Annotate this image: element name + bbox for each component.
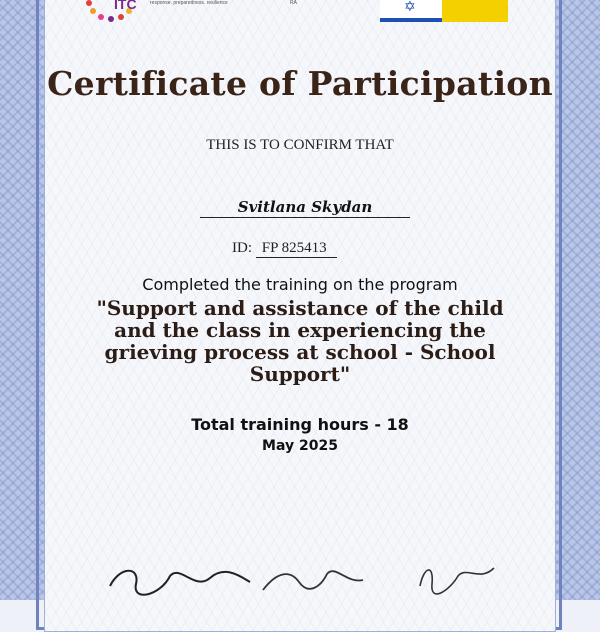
participant-name: Svitlana Skydan — [200, 198, 410, 218]
id-value: FP 825413 — [256, 240, 337, 258]
certificate-date: May 2025 — [262, 438, 338, 454]
signature-icon — [255, 556, 375, 600]
ukraine-flag-icon — [442, 0, 508, 22]
training-hours: Total training hours - 18 — [191, 415, 409, 434]
certificate-title: Certificate of Participation — [47, 64, 553, 103]
logo-text: ITC — [114, 0, 137, 12]
signature-icon — [100, 556, 260, 600]
id-label: ID: — [232, 240, 252, 256]
signature-icon — [410, 556, 510, 600]
id-row — [232, 240, 337, 258]
completed-text: Completed the training on the program — [142, 275, 458, 294]
program-title: "Support and assistance of the child and the class in experiencing the grieving process at school - School Support" — [96, 296, 504, 386]
confirm-text: THIS IS TO CONFIRM THAT — [206, 137, 394, 153]
israel-flag-icon: ✡ — [380, 0, 442, 22]
logo-tag-suffix: RA — [290, 0, 297, 6]
flags — [380, 0, 510, 22]
logo-tagline: response. preparedness. resilience — [150, 0, 228, 6]
